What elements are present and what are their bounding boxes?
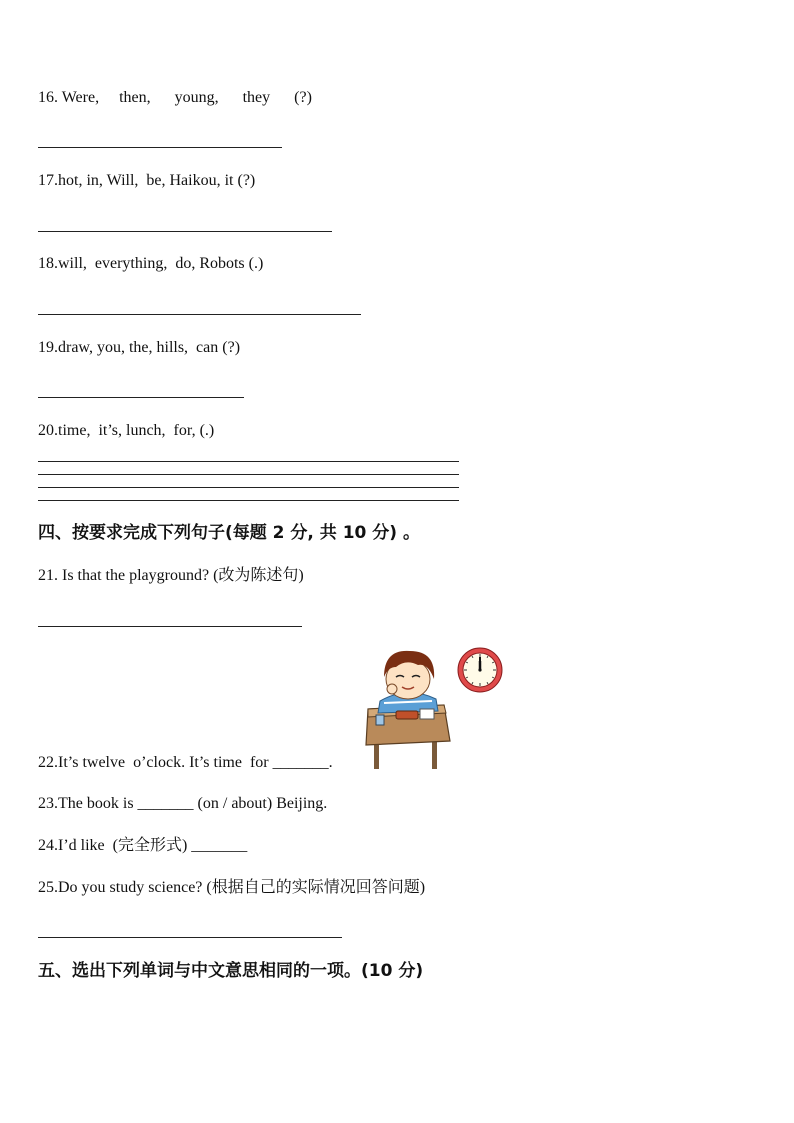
question-23: 23.The book is _______ (on / about) Beijing. [38,795,328,812]
answer-line-16 [38,147,282,148]
answer-line-21 [38,626,302,627]
answer-line-20b [38,474,459,475]
question-19: 19.draw, you, the, hills, can (?) [38,339,241,356]
answer-line-20a [38,461,459,462]
answer-line-18 [38,314,361,315]
question-21: 21. Is that the playground? (改为陈述句) [38,567,304,584]
clock-icon [456,646,504,694]
answer-line-20c [38,487,459,488]
question-18: 18.will, everything, do, Robots (.) [38,255,264,272]
question-20: 20.time, it’s, lunch, for, (.) [38,422,215,439]
boy-eating-lunch-illustration [362,645,454,771]
answer-line-17 [38,231,332,232]
question-22: 22.It’s twelve o’clock. It’s time for _______. [38,754,333,771]
section-five-heading: 五、选出下列单词与中文意思相同的一项。(10 分) [38,961,424,981]
question-24: 24.I’d like (完全形式) _______ [38,837,248,854]
answer-line-20d [38,500,459,501]
question-25: 25.Do you study science? (根据自己的实际情况回答问题) [38,879,426,896]
answer-line-25 [38,937,342,938]
question-16: 16. Were, then, young, they (?) [38,89,312,106]
answer-line-19 [38,397,244,398]
question-17: 17.hot, in, Will, be, Haikou, it (?) [38,172,256,189]
section-four-heading: 四、按要求完成下列句子(每题 2 分, 共 10 分) 。 [38,523,420,543]
